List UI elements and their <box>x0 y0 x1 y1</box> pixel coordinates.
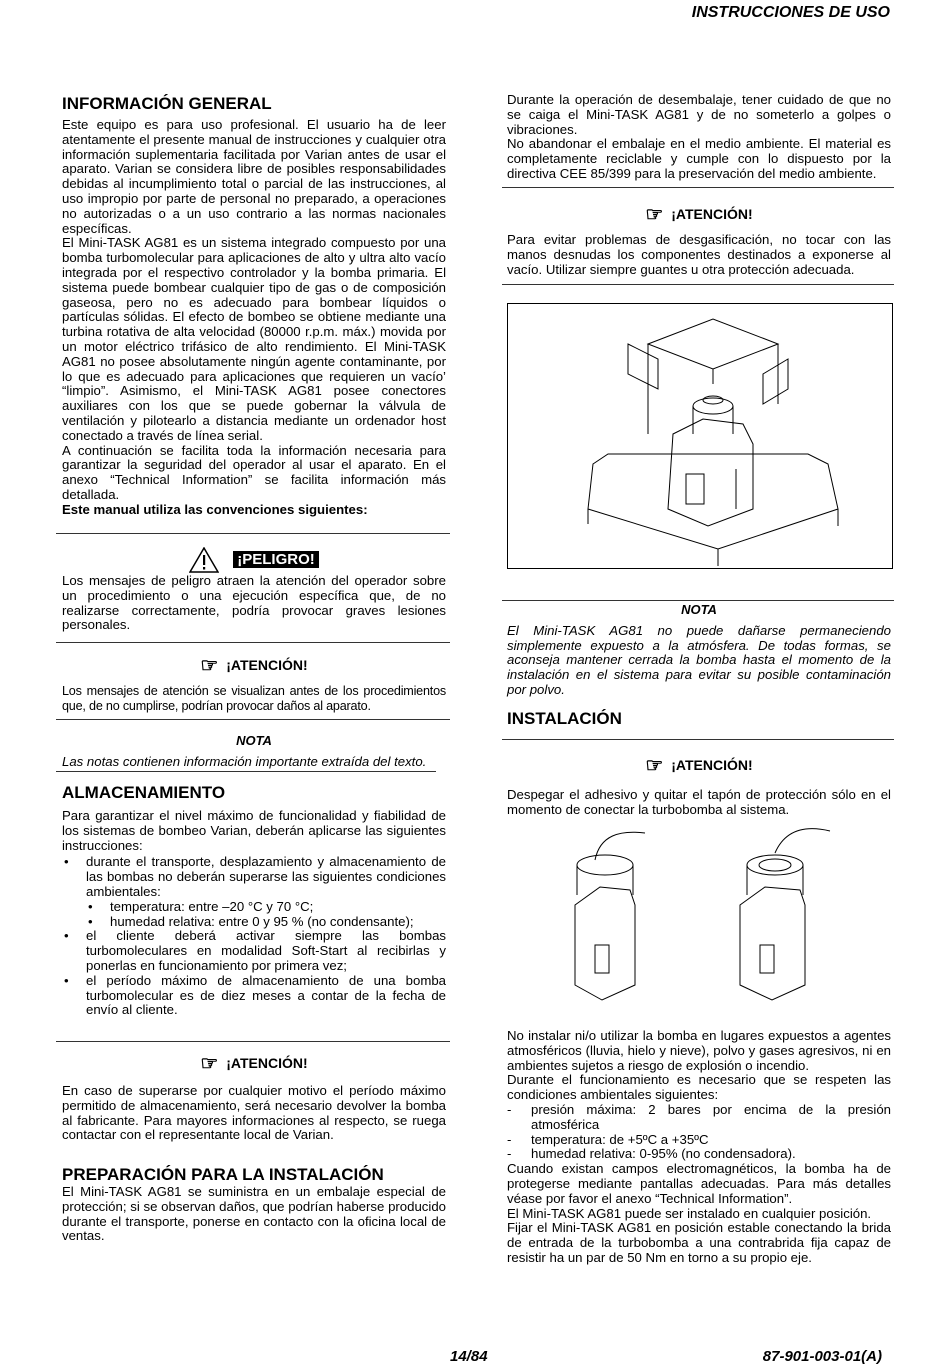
storage-section <box>62 783 446 1018</box>
list-item: - humedad relativa: 0-95% (no condensadora). <box>507 1147 891 1162</box>
right-column-top <box>507 93 891 182</box>
divider <box>56 642 450 643</box>
attention-box-1 <box>62 652 446 714</box>
note-heading: NOTA <box>681 602 717 617</box>
install-paragraph-2: Durante el funcionamiento es necesario que se respeten las condiciones ambientales siguientes: <box>507 1072 891 1103</box>
page-header-title: INSTRUCCIONES DE USO <box>691 4 890 21</box>
info-paragraph-4: Este manual utiliza las convenciones siguientes: <box>62 501 368 517</box>
cap-removal-illustration <box>560 825 850 1005</box>
info-paragraph-2: El Mini-TASK AG81 es un sistema integrado compuesto por una bomba turbomolecular para aplicaciones de alto y ultra alto vacío integrada por el respectivo controlador y la bomba primaria. El sistema puede bombear cualquier tipo de gas o de composición gaseosa, pero no es adecuado para bombear líquidos o partículas sólidas. El efecto de bombeo se obtiene mediante una turbina rotativa de alta velocidad (80000 r.p.m. máx.) movida por un motor eléctrico trifásico de alto rendimiento. El Mini-TASK AG81 no posee absolutamente ningún agente contaminante, por lo que es adecuado para aplicaciones que requieren un vacío’ “limpio”. Asimismo, el Mini-TASK AG81 posee conectores auxiliares con los que se puede gobernar la válvula de ventilación y pilotearlo a distancia mediante un ordenador host conectado a través de línea serial. <box>62 235 446 443</box>
attention-box-4 <box>507 752 891 818</box>
pump-in-box-drawing <box>508 304 892 568</box>
prep-paragraph-1: El Mini-TASK AG81 se suministra en un embalaje especial de protección; si se observan daños, que podrían haberse producido durante el transporte, ponerse en contacto con la oficina local de ventas. <box>62 1184 446 1244</box>
divider <box>502 739 894 740</box>
note-box-2 <box>507 603 891 698</box>
section-heading-prep: PREPARACIÓN PARA LA INSTALACIÓN <box>62 1165 384 1184</box>
pointing-hand-icon: ☞ <box>645 755 664 778</box>
install-section <box>507 1029 891 1266</box>
divider <box>56 771 436 772</box>
unpacking-illustration <box>507 303 893 569</box>
prep-section <box>62 1165 446 1244</box>
document-code: 87-901-003-01(A) <box>762 1348 882 1365</box>
page-number: 14/84 <box>450 1348 488 1365</box>
note-box-1 <box>62 734 446 770</box>
divider <box>502 284 894 285</box>
attention-heading <box>62 652 446 678</box>
divider <box>56 1041 450 1042</box>
install-paragraph-4: El Mini-TASK AG81 puede ser instalado en cualquier posición. <box>507 1205 872 1221</box>
install-paragraph-1: No instalar ni/o utilizar la bomba en lugares expuestos a agentes atmosféricos (lluvia, hielo y nieve), polvo y gases agresivos, ni en ambientes sujetos a riesgo de explosión o incendio. <box>507 1028 891 1073</box>
attention-heading <box>507 752 891 778</box>
attention-label: ¡ATENCIÓN! <box>226 657 308 673</box>
pointing-hand-icon: ☞ <box>200 655 219 678</box>
list-item: - presión máxima: 2 bares por encima de la presión atmosférica <box>507 1103 891 1133</box>
install-paragraph-3: Cuando existan campos electromagnéticos, la bomba ha de protegerse mediante pantallas adecuadas. Para más detalles véase por favor el anexo “Technical Information”. <box>507 1161 891 1206</box>
divider <box>56 719 450 720</box>
prep-paragraph-3: No abandonar el embalaje en el medio ambiente. El material es completamente reciclable y cumple con lo dispuesto por la directiva CEE 85/399 para la preservación del medio ambiente. <box>507 136 891 181</box>
conditions-list <box>507 1103 891 1162</box>
section-heading-install: INSTALACIÓN <box>507 709 622 728</box>
storage-list <box>62 855 446 1018</box>
attention-box-3 <box>507 201 891 277</box>
info-paragraph-1: Este equipo es para uso profesional. El usuario ha de leer atentamente el presente manual de instrucciones y cualquier otra información suplementaria facilitada por Varian antes de usar el aparato. Varian se considera libre de posibles responsabilidades debidas al incumplimiento total o parcial de las instrucciones, al uso impropio por parte de personal no preparado, a operaciones no autorizadas o a un uso contrario a las normas nacionales específicas. <box>62 117 446 236</box>
storage-intro: Para garantizar el nivel máximo de funcionalidad y fiabilidad de los sistemas de bombeo Varian, deberán aplicarse las siguientes instrucciones: <box>62 808 446 853</box>
attention-label: ¡ATENCIÓN! <box>671 206 753 222</box>
note-text: Las notas contienen información importante extraída del texto. <box>62 753 427 769</box>
list-item: • humedad relativa: entre 0 y 95 % (no condensante); <box>86 915 446 930</box>
list-item: • el cliente deberá activar siempre las bombas turbomoleculares en modalidad Soft-Start al recibirlas y ponerlas en funcionamiento por primera vez; <box>62 929 446 973</box>
divider <box>56 533 450 534</box>
install-paragraph-5: Fijar el Mini-TASK AG81 en posición estable conectando la brida de entrada de la turbobomba a una contrabrida fija capaz de resistir ha un par de 50 Nm en torno a su propio eje. <box>507 1220 891 1265</box>
pump-cap-drawing <box>560 825 850 1005</box>
install-heading-block <box>507 709 891 733</box>
list-item: • durante el transporte, desplazamiento y almacenamiento de las bombas no deberán superarse las siguientes condiciones ambientales: • temperatura: entre –20 °C y 70 °C; • humedad relativa: entre 0 y 95 % (no condensante); <box>62 855 446 929</box>
attention-label: ¡ATENCIÓN! <box>226 1055 308 1071</box>
divider <box>502 187 894 188</box>
danger-box <box>62 546 446 633</box>
attention-label: ¡ATENCIÓN! <box>671 757 753 773</box>
attention-heading <box>507 201 891 227</box>
attention-text: Para evitar problemas de desgasificación, no tocar con las manos desnudas los componentes destinados a exponerse al vacío. Utilizar siempre guantes u otra protección adecuada. <box>507 232 891 277</box>
attention-box-2 <box>62 1050 446 1143</box>
left-column <box>62 94 446 518</box>
danger-text: Los mensajes de peligro atraen la atención del operador sobre un procedimiento o una ejecución específica que, de no realizarse correctamente, podría provocar graves lesiones personales. <box>62 573 446 633</box>
note-text: El Mini-TASK AG81 no puede dañarse permaneciendo simplemente expuesto a la atmósfera. De todas formas, se aconseja mantener cerrada la bomba hasta el momento de la instalación en el sistema para evitar su posible contaminación por polvo. <box>507 622 891 697</box>
list-item: • el período máximo de almacenamiento de una bomba turbomolecular es de diez meses a contar de la fecha de envío al cliente. <box>62 974 446 1018</box>
pointing-hand-icon: ☞ <box>645 204 664 227</box>
attention-heading <box>62 1050 446 1076</box>
note-heading: NOTA <box>236 733 272 748</box>
section-heading-info: INFORMACIÓN GENERAL <box>62 94 272 113</box>
attention-text: En caso de superarse por cualquier motivo el período máximo permitido de almacenamiento, será necesario devolver la bomba al fabricante. Para mayores informaciones al respecto, se ruega contactar con el representante local de Varian. <box>62 1083 446 1143</box>
list-item: - temperatura: de +5ºC a +35ºC <box>507 1133 891 1148</box>
warning-triangle-icon <box>189 547 219 573</box>
list-item: • temperatura: entre –20 °C y 70 °C; <box>86 900 446 915</box>
pointing-hand-icon: ☞ <box>200 1053 219 1076</box>
info-paragraph-3: A continuación se facilita toda la información necesaria para garantizar la seguridad del operador al usar el aparato. En el anexo “Technical Information” se facilita información más detallada. <box>62 442 446 502</box>
attention-text: Los mensajes de atención se visualizan antes de los procedimientos que, de no cumplirse, podrían provocar daños al aparato. <box>62 684 446 713</box>
section-heading-storage: ALMACENAMIENTO <box>62 783 226 802</box>
attention-text: Despegar el adhesivo y quitar el tapón de protección sólo en el momento de conectar la turbobomba al sistema. <box>507 787 891 817</box>
danger-heading <box>62 546 446 572</box>
divider <box>502 600 894 601</box>
prep-paragraph-2: Durante la operación de desembalaje, tener cuidado de que no se caiga el Mini-TASK AG81 y de no someterlo a golpes o vibraciones. <box>507 92 891 137</box>
danger-label: ¡PELIGRO! <box>233 551 319 568</box>
